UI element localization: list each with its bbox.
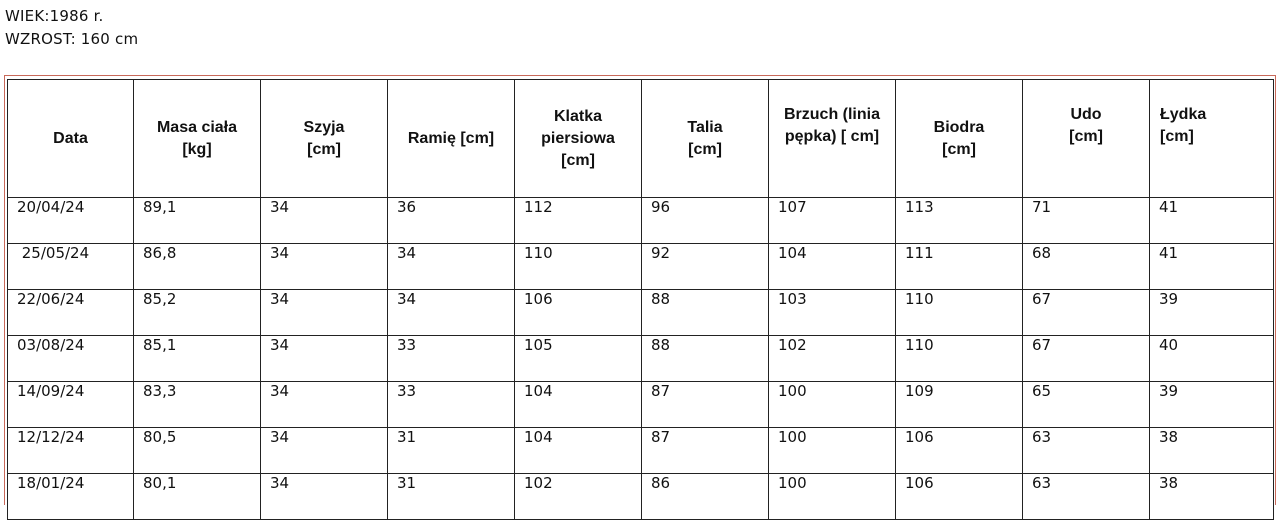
birth-year-label: WIEK:1986 r. bbox=[5, 7, 104, 25]
cell-talia: 87 bbox=[642, 382, 769, 428]
cell-klatka: 105 bbox=[515, 336, 642, 382]
cell-talia: 88 bbox=[642, 336, 769, 382]
cell-talia: 87 bbox=[642, 428, 769, 474]
cell-masa: 83,3 bbox=[134, 382, 261, 428]
cell-ramie: 34 bbox=[388, 244, 515, 290]
cell-brzuch: 100 bbox=[769, 474, 896, 520]
cell-klatka: 110 bbox=[515, 244, 642, 290]
cell-lydka: 40 bbox=[1150, 336, 1274, 382]
header-biodra: Biodra [cm] bbox=[896, 80, 1023, 198]
cell-klatka: 104 bbox=[515, 382, 642, 428]
header-lydka: Łydka [cm] bbox=[1150, 80, 1274, 198]
cell-lydka: 38 bbox=[1150, 474, 1274, 520]
cell-brzuch: 104 bbox=[769, 244, 896, 290]
cell-date: 03/08/24 bbox=[8, 336, 134, 382]
table-row bbox=[8, 474, 1274, 520]
cell-szyja: 34 bbox=[261, 428, 388, 474]
cell-brzuch: 103 bbox=[769, 290, 896, 336]
cell-biodra: 110 bbox=[896, 336, 1023, 382]
cell-szyja: 34 bbox=[261, 244, 388, 290]
cell-klatka: 104 bbox=[515, 428, 642, 474]
header-talia: Talia [cm] bbox=[642, 80, 769, 198]
cell-lydka: 38 bbox=[1150, 428, 1274, 474]
table-row bbox=[8, 428, 1274, 474]
cell-talia: 96 bbox=[642, 198, 769, 244]
cell-talia: 86 bbox=[642, 474, 769, 520]
height-label: WZROST: 160 cm bbox=[5, 30, 139, 48]
header-udo: Udo [cm] bbox=[1023, 80, 1150, 198]
cell-udo: 71 bbox=[1023, 198, 1150, 244]
cell-masa: 89,1 bbox=[134, 198, 261, 244]
cell-biodra: 106 bbox=[896, 474, 1023, 520]
cell-lydka: 39 bbox=[1150, 382, 1274, 428]
cell-udo: 65 bbox=[1023, 382, 1150, 428]
cell-masa: 86,8 bbox=[134, 244, 261, 290]
header-row bbox=[8, 80, 1274, 198]
cell-szyja: 34 bbox=[261, 336, 388, 382]
cell-ramie: 33 bbox=[388, 382, 515, 428]
cell-klatka: 106 bbox=[515, 290, 642, 336]
cell-ramie: 33 bbox=[388, 336, 515, 382]
cell-szyja: 34 bbox=[261, 474, 388, 520]
cell-szyja: 34 bbox=[261, 198, 388, 244]
cell-date: 25/05/24 bbox=[8, 244, 134, 290]
table-row bbox=[8, 198, 1274, 244]
cell-szyja: 34 bbox=[261, 382, 388, 428]
cell-udo: 67 bbox=[1023, 336, 1150, 382]
cell-brzuch: 100 bbox=[769, 428, 896, 474]
cell-ramie: 34 bbox=[388, 290, 515, 336]
header-brzuch: Brzuch (linia pępka) [ cm] bbox=[769, 80, 896, 198]
cell-biodra: 106 bbox=[896, 428, 1023, 474]
header-data: Data bbox=[8, 80, 134, 198]
header-klatka-piersiowa: Klatka piersiowa [cm] bbox=[515, 80, 642, 198]
cell-ramie: 31 bbox=[388, 428, 515, 474]
cell-lydka: 39 bbox=[1150, 290, 1274, 336]
cell-brzuch: 102 bbox=[769, 336, 896, 382]
cell-ramie: 36 bbox=[388, 198, 515, 244]
cell-udo: 68 bbox=[1023, 244, 1150, 290]
cell-udo: 63 bbox=[1023, 428, 1150, 474]
cell-masa: 85,1 bbox=[134, 336, 261, 382]
cell-date: 20/04/24 bbox=[8, 198, 134, 244]
table-row bbox=[8, 382, 1274, 428]
cell-brzuch: 107 bbox=[769, 198, 896, 244]
cell-klatka: 112 bbox=[515, 198, 642, 244]
table-row bbox=[8, 336, 1274, 382]
cell-udo: 63 bbox=[1023, 474, 1150, 520]
cell-biodra: 111 bbox=[896, 244, 1023, 290]
cell-biodra: 109 bbox=[896, 382, 1023, 428]
cell-masa: 80,5 bbox=[134, 428, 261, 474]
cell-masa: 85,2 bbox=[134, 290, 261, 336]
cell-biodra: 113 bbox=[896, 198, 1023, 244]
cell-masa: 80,1 bbox=[134, 474, 261, 520]
cell-date: 22/06/24 bbox=[8, 290, 134, 336]
cell-lydka: 41 bbox=[1150, 244, 1274, 290]
cell-ramie: 31 bbox=[388, 474, 515, 520]
cell-brzuch: 100 bbox=[769, 382, 896, 428]
cell-klatka: 102 bbox=[515, 474, 642, 520]
cell-date: 18/01/24 bbox=[8, 474, 134, 520]
measurements-table bbox=[7, 79, 1274, 520]
patient-info bbox=[5, 5, 138, 51]
table-row bbox=[8, 244, 1274, 290]
cell-date: 14/09/24 bbox=[8, 382, 134, 428]
cell-biodra: 110 bbox=[896, 290, 1023, 336]
cell-talia: 88 bbox=[642, 290, 769, 336]
header-ramie: Ramię [cm] bbox=[388, 80, 515, 198]
cell-szyja: 34 bbox=[261, 290, 388, 336]
header-szyja: Szyja [cm] bbox=[261, 80, 388, 198]
table-row bbox=[8, 290, 1274, 336]
cell-date: 12/12/24 bbox=[8, 428, 134, 474]
cell-udo: 67 bbox=[1023, 290, 1150, 336]
cell-talia: 92 bbox=[642, 244, 769, 290]
table-body bbox=[8, 198, 1274, 520]
header-masa-ciala: Masa ciała [kg] bbox=[134, 80, 261, 198]
cell-lydka: 41 bbox=[1150, 198, 1274, 244]
